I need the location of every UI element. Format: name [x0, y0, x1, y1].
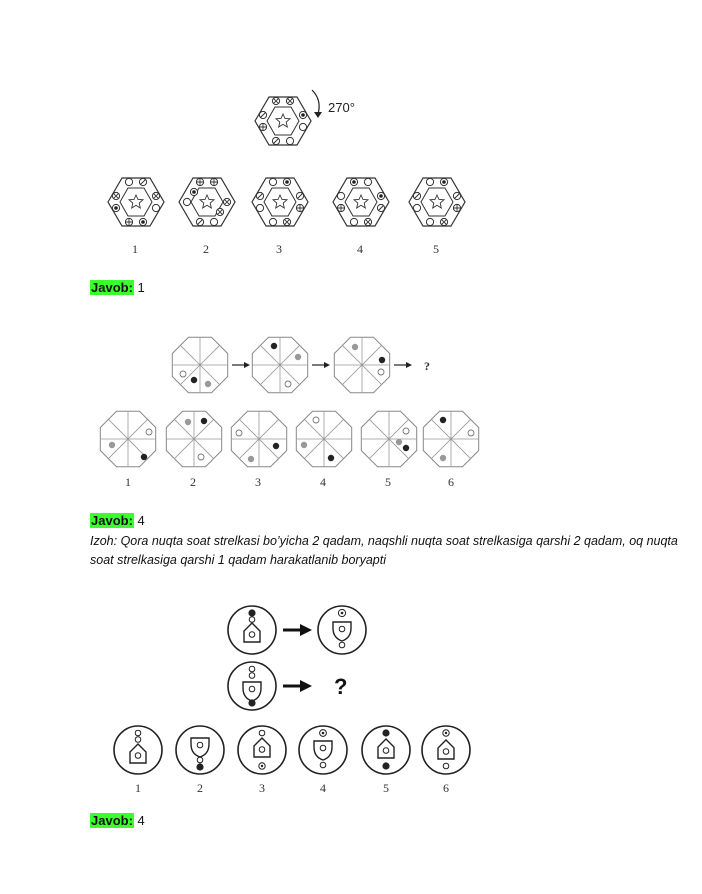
task1-option-2 [179, 178, 235, 226]
task3-question-figure [228, 662, 276, 710]
task2-option-label-2: 2 [190, 475, 196, 489]
task3-option-label-1: 1 [135, 781, 141, 795]
answer-value: 4 [137, 513, 145, 528]
transform-arrow-icon [283, 680, 312, 692]
task3-option-4 [299, 726, 347, 774]
task1-option-label-3: 3 [276, 242, 282, 256]
task2-option-5 [361, 411, 417, 467]
rotation-label: 270° [328, 100, 355, 115]
task1-question-hexagon [255, 97, 311, 145]
task1-option-3 [252, 178, 308, 226]
answer-label-highlight: Javob: [91, 813, 133, 828]
task3-option-1 [114, 726, 162, 774]
task3-option-label-6: 6 [443, 781, 449, 795]
task2-option-2 [166, 411, 222, 467]
task3-option-label-5: 5 [383, 781, 389, 795]
task2-option-4 [296, 411, 352, 467]
task3-answer [90, 813, 145, 829]
task1-option-label-1: 1 [132, 242, 138, 256]
task3-option-2 [176, 726, 224, 774]
task1-answer [90, 280, 145, 296]
task3-example-left [228, 606, 276, 654]
task3-example-right [318, 606, 366, 654]
task2-answer [90, 513, 145, 529]
task2-option-3 [231, 411, 287, 467]
task3-option-label-3: 3 [259, 781, 265, 795]
task3-option-5 [362, 726, 410, 774]
task1-option-label-2: 2 [203, 242, 209, 256]
rotation-arrow-icon [312, 90, 322, 118]
transform-arrow-icon [283, 624, 312, 636]
task2-sequence-octagon-3 [334, 337, 390, 393]
task1-option-5 [409, 178, 465, 226]
task3-option-3 [238, 726, 286, 774]
task3-question-mark: ? [334, 674, 348, 699]
task3-option-label-2: 2 [197, 781, 203, 795]
task2-explanation: Izoh: Qora nuqta soat strelkasi bo’yicha 2 qadam, naqshli nuqta soat strelkasiga qarshi 2 qadam, oq nuqta soat strelkasiga qarshi 1 qadam harakatlanib boryapti [90, 534, 678, 567]
task2-option-label-4: 4 [320, 475, 326, 489]
task2-option-1 [100, 411, 156, 467]
sequence-arrow-icon [394, 362, 412, 368]
task2-option-label-5: 5 [385, 475, 391, 489]
task2-sequence-octagon-2 [252, 337, 308, 393]
task1-option-label-5: 5 [433, 242, 439, 256]
task2-option-label-1: 1 [125, 475, 131, 489]
task2-option-label-6: 6 [448, 475, 454, 489]
answer-label-highlight: Javob: [91, 513, 133, 528]
answer-value: 1 [137, 280, 145, 295]
answer-value: 4 [137, 813, 145, 828]
sequence-arrow-icon [232, 362, 250, 368]
task3-option-label-4: 4 [320, 781, 326, 795]
task2-option-6 [423, 411, 479, 467]
task1-option-label-4: 4 [357, 242, 363, 256]
task1-option-1 [108, 178, 164, 226]
task2-sequence-octagon-1 [172, 337, 228, 393]
task2-option-label-3: 3 [255, 475, 261, 489]
answer-label-highlight: Javob: [91, 280, 133, 295]
sequence-arrow-icon [312, 362, 330, 368]
task2-question-mark: ? [424, 359, 430, 373]
task3-option-6 [422, 726, 470, 774]
task1-option-4 [333, 178, 389, 226]
